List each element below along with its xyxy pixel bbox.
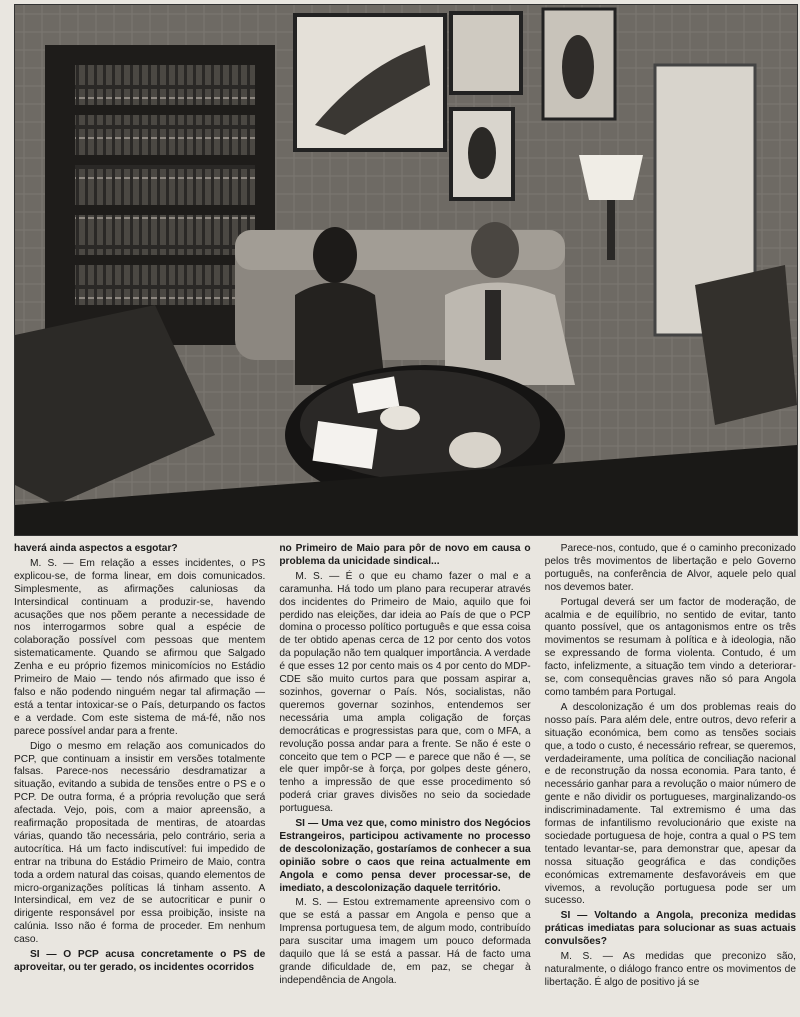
question-text: SI — Voltando a Angola, preconiza medidas práticas imediatas para solucionar as suas actuais convulsões? (544, 910, 796, 948)
question-text: SI — Uma vez que, como ministro dos Negócios Estrangeiros, participou activamente no processo de descolonização, gostaríamos de conhecer a sua opinião sobre o caos que reina actualmente em Angola e como pensa dever processar-se, de imediato, a descolonização daquele território. (279, 818, 531, 894)
answer-text: Digo o mesmo em relação aos comunicados do PCP, que continuam a insistir em versões totalmente falsas. Parece-nos necessário desdramatizar a situação, evitando a subida de tensões entre o PS e o PCP. De outra forma, é a própria revolução que será afectada. Vejo, pois, com a maior apreensão, a reafirmação propositada de mentiras, de atoardas várias, quando tão necessária, pelo contrário, seria a autocrítica. Há um facto indiscutível: fui impedido de entrar na tribuna do Estádio Primeiro de Maio, contra toda a ordem natural das coisas, quando elementos de micro-organizações políticas lá tinham assento. A Intersindical, em vez de se autocriticar e punir o dirigente responsável por essa proibição, insiste na calúnia. Isso não é forma de proceder. Em nenhum caso. (14, 740, 266, 946)
answer-text: M. S. — Em relação a esses incidentes, o PS explicou-se, de forma linear, em dois comunicados. Simplesmente, as afirmações caluniosas da Intersindical continuam a produzir-se, havendo acusações que nos põem perante a necessidade de nos interrogarmos sobre qual a espécie de colaboração possível com pessoas que mentem sistematicamente. Quando se afirmou que Salgado Zenha e eu próprio fizemos minicomícios no Estádio Primeiro de Maio — tendo nós afirmado que isso é falso e não podendo ninguém negar tal afirmação — está a tentar intoxicar-se o País, deturpando os factos e a verdade. Com este sistema de má-fé, não nos parece possível andar para a frente. (14, 557, 266, 737)
answer-text: M. S. — Estou extremamente apreensivo com o que se está a passar em Angola e penso que a Imprensa portuguesa tem, de algum modo, contribuído para suscitar uma imagem um pouco deformada daquilo que lá se está a passar. Há de facto uma grande dificuldade de, em paz, se chegar à independência de Angola. (279, 897, 531, 986)
answer-text: Parece-nos, contudo, que é o caminho preconizado pelos três movimentos de libertação e pelo Governo português, na conferência de Alvor, aquele pelo qual nos devemos bater. (544, 543, 796, 593)
text-column-1 (14, 543, 265, 1013)
interview-photo (14, 4, 798, 536)
text-column-2 (279, 543, 530, 1013)
answer-text: M. S. — É o que eu chamo fazer o mal e a caramunha. Há todo um plano para recuperar através dos incidentes do Primeiro de Maio, aquilo que foi perdido nas eleições, dar ideia ao País de que o PCP domina o processo político português e que essa coisa de ter obtido apenas cerca de 12 por cento dos votos da população não tem qualquer importância. A verdade é que esses 12 por cento mais os 4 por cento do MDP-CDE são muito curtos para que possam aspirar a, sozinhos, governar o País. Nós, socialistas, não queremos governar sozinhos, entendemos ser necessária uma ampla coligação de forças democráticas e progressistas para que, com o MFA, a revolução possa andar para a frente. Se não é este o conceito que tem o PCP — e parece que não é —, se ele quer impôr-se à força, por golpes deste género, tenho a impressão de que esse procedimento só poderá criar graves divisões no seio da sociedade portuguesa. (279, 570, 531, 815)
answer-text: Portugal deverá ser um factor de moderação, de acalmia e de equilíbrio, no sentido de evitar, tanto quanto possível, que os antagonismos entre os três movimentos se resumam à política e à ideologia, não se expressando de forma violenta. Contudo, é um facto, infelizmente, a situação tem vindo a deteriorar-se, com consequências graves não só para Angola como também para Portugal. (544, 596, 796, 698)
question-text: SI — O PCP acusa concretamente o PS de aproveitar, ou ter gerado, os incidentes ocorridos (14, 949, 266, 973)
question-text: haverá ainda aspectos a esgotar? (14, 543, 178, 554)
question-text: no Primeiro de Maio para pôr de novo em causa o problema da unicidade sindical... (279, 543, 531, 567)
text-column-3 (545, 543, 796, 1013)
answer-text: M. S. — As medidas que preconizo são, naturalmente, o diálogo franco entre os movimentos de libertação. É algo de positivo já se (544, 951, 796, 988)
answer-text: A descolonização é um dos problemas reais do nosso país. Para além dele, entre outros, devo referir a situação económica, bem como as tensões sociais que, a todo o custo, é necessário refrear, se queremos, verdadeiramente, uma política de conciliação nacional e de reconstrução da nossa economia. Para tanto, é necessário ganhar para a revolução o maior número de gente e não dividir os portugueses, marginalizando-os indiscriminadamente. Tal extremismo é uma das formas de infantilismo revolucionário que existe na sociedade portuguesa de hoje, contra a qual o PS tem tentado levantar-se, para demonstrar que, apesar da nossa situação geográfica e das condições económicas extremamente desfavoráveis em que vivemos, a revolução portuguesa pode ser um sucesso. (544, 701, 796, 907)
